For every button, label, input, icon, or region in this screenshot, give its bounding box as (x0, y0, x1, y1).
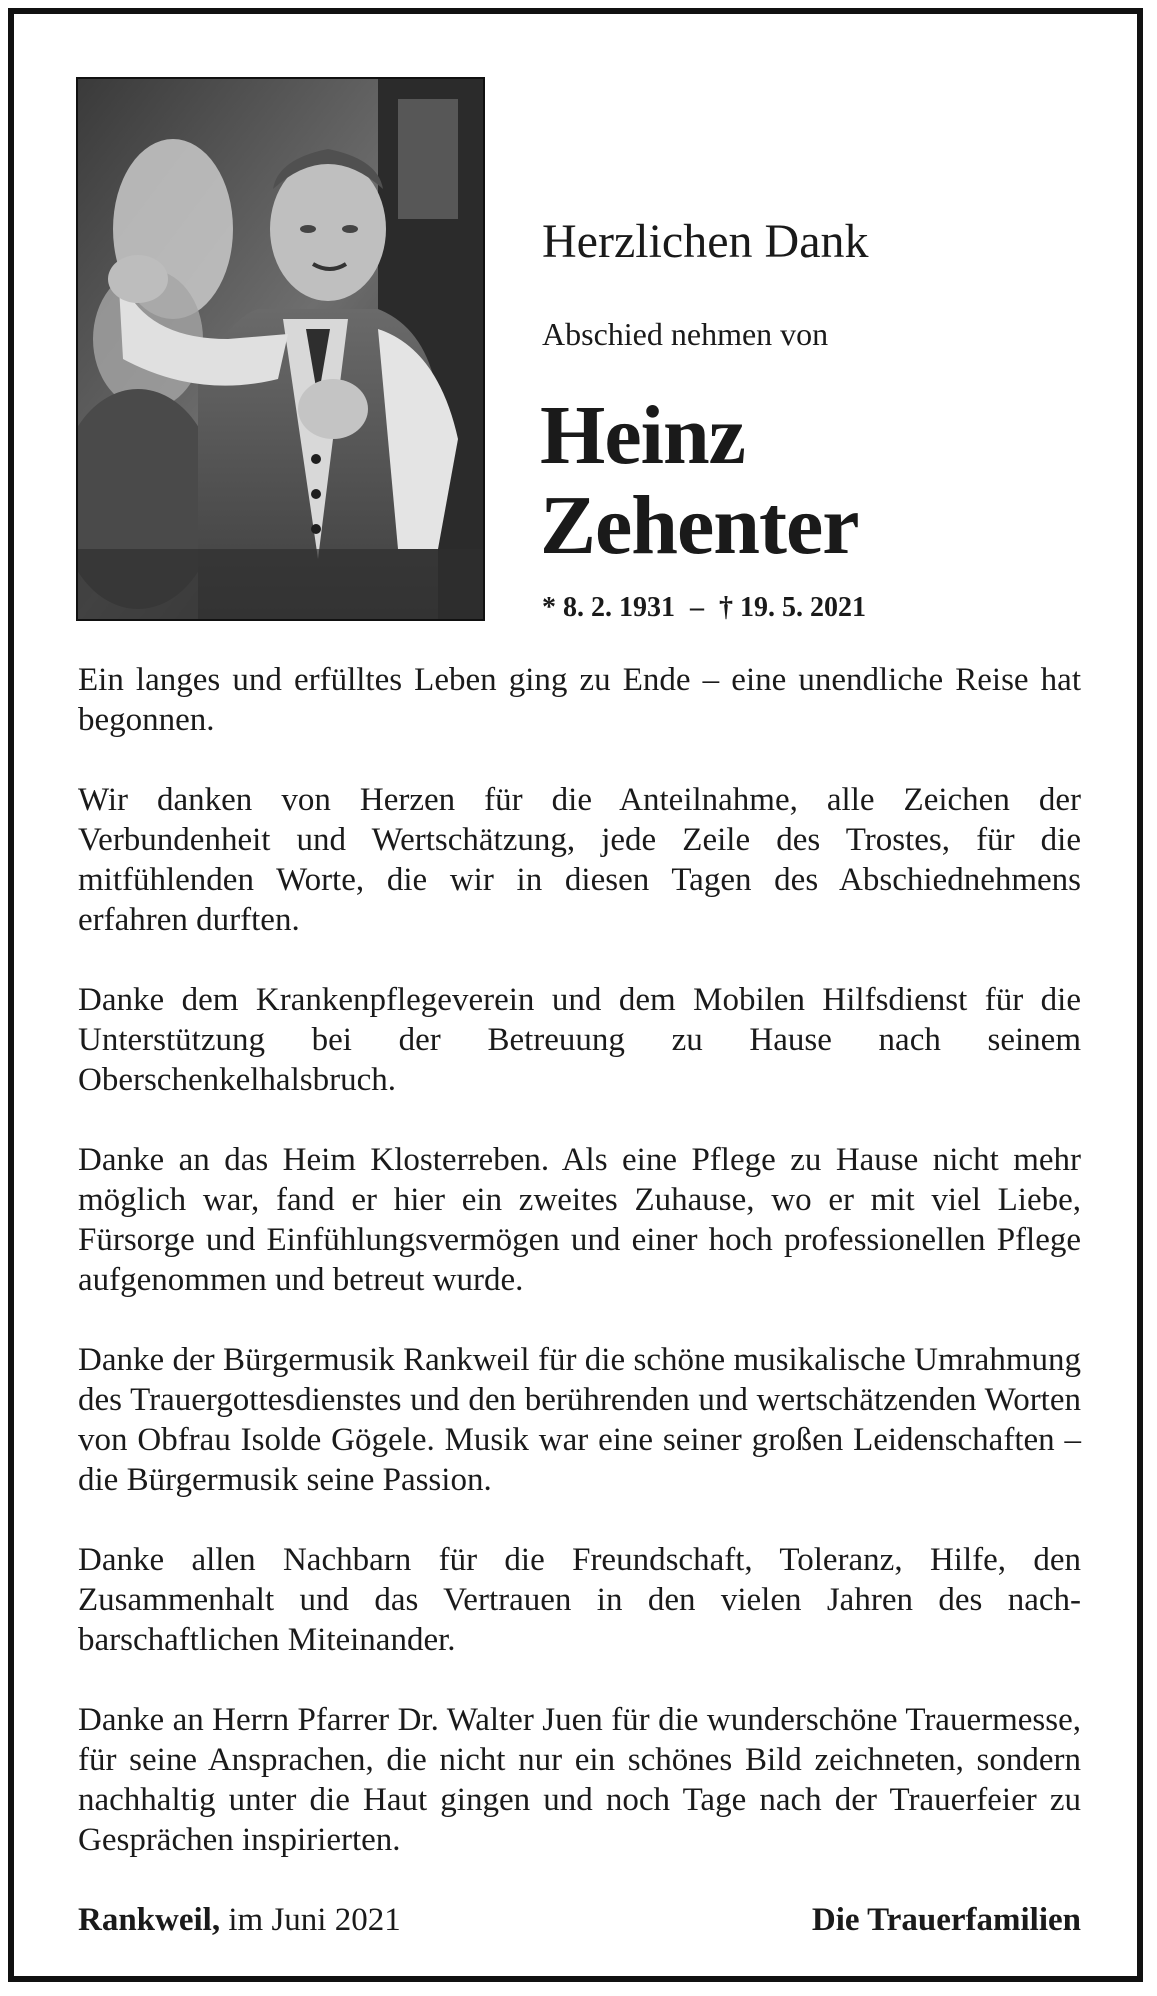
paragraph: Danke dem Krankenpflegeverein und dem Mobilen Hilfsdienst für die Unterstützung bei der Betreuung zu Hause nach seinem Oberschenkelhalsbruch. (78, 982, 1081, 1098)
footer-place-date (78, 1904, 401, 1937)
header-subtitle: Abschied nehmen von (542, 316, 829, 352)
paragraph: Wir danken von Herzen für die Anteilnahme, alle Zeichen der Verbundenheit und Wertschätzung, jede Zeile des Trostes, für die mitfühlenden Worte, die wir in diesen Tagen des Abschiednehmens erfahren durften. (78, 782, 1081, 938)
deceased-first-name: Heinz (540, 389, 745, 482)
death-date: 19. 5. 2021 (740, 592, 866, 623)
obituary-body (78, 660, 1081, 1860)
footer-signature: Die Trauerfamilien (811, 1902, 1081, 1938)
footer-place: Rankweil, (78, 1902, 221, 1938)
paragraph: Danke der Bürgermusik Rankweil für die schöne musikalische Umrahmung des Trauergottesdienstes und den berührenden und wertschätzenden Worten von Obfrau Isolde Gögele. Musik war eine seiner großen Leidenschaften – die Bürgermusik seine Passion. (78, 1342, 1081, 1498)
birth-symbol: * (542, 592, 556, 623)
life-dates (542, 594, 866, 622)
paragraph: Danke an Herrn Pfarrer Dr. Walter Juen für die wunderschöne Trauermesse, für seine Ansprachen, die nicht nur ein schönes Bild zeichneten, sondern nachhaltig unter die Haut gingen und noch Tage nach der Trauerfeier zu Gesprächen inspirierten. (78, 1702, 1081, 1858)
deceased-last-name: Zehenter (540, 479, 859, 572)
header-title: Herzlichen Dank (542, 215, 869, 268)
paragraph: Ein langes und erfülltes Leben ging zu Ende – eine unendliche Reise hat begonnen. (78, 662, 1081, 738)
portrait-photo-graphic (78, 79, 483, 619)
birth-date: 8. 2. 1931 (563, 592, 675, 623)
footer-date: im Juni 2021 (228, 1902, 401, 1938)
paragraph: Danke an das Heim Klosterreben. Als eine Pflege zu Hause nicht mehr möglich war, fand er hier ein zweites Zuhause, wo er mit viel Liebe, Fürsorge und Einfühlungsvermögen und einer hoch professionellen Pflege aufgenommen und betreut wurde. (78, 1142, 1081, 1298)
death-symbol: † (719, 592, 733, 623)
date-separator: – (690, 592, 704, 623)
portrait-photo (76, 77, 485, 621)
paragraph: Danke allen Nachbarn für die Freundschaft, Toleranz, Hilfe, den Zusammenhalt und das Vertrauen in den vielen Jahren des nachbarschaftlichen Miteinander. (78, 1542, 1081, 1658)
